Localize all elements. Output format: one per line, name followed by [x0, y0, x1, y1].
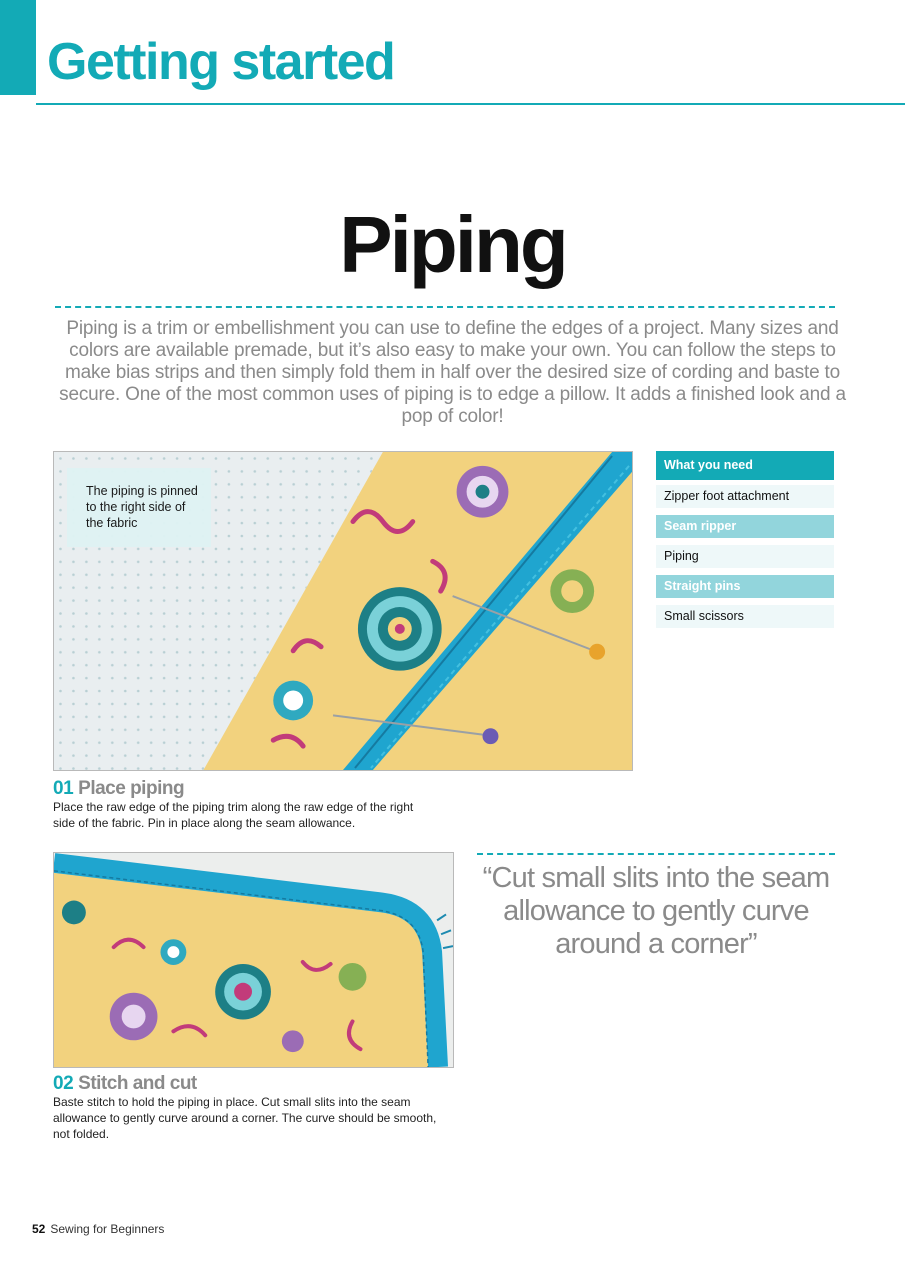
header-rule — [36, 103, 905, 105]
step2-number: 02 — [53, 1073, 74, 1094]
pull-quote: “Cut small slits into the seam allowance to gently curve around a corner” — [482, 862, 830, 960]
quote-divider — [477, 853, 835, 855]
page-number: 52 — [32, 1222, 46, 1236]
step2-photo — [53, 852, 454, 1068]
step1-text: Place the raw edge of the piping trim along the raw edge of the right side of the fabric. Pin in place along the seam allowance. — [53, 800, 414, 830]
step2-heading — [53, 1073, 197, 1095]
step1-title: Place piping — [78, 778, 185, 799]
article-title: Piping — [339, 200, 566, 289]
need-item: Piping — [656, 545, 834, 568]
need-item: Straight pins — [656, 575, 834, 598]
what-you-need-box — [656, 451, 834, 628]
need-item: Seam ripper — [656, 515, 834, 538]
article-intro: Piping is a trim or embellishment you can use to define the edges of a project. Many sizes and colors are available premade, but it’s also easy to make your own. You can follow the steps to make bias strips and then simply fold them in half over the desired size of cording and baste to secure. One of the most common uses of piping is to edge a pillow. It adds a finished look and a pop of color! — [59, 318, 846, 427]
step1-heading — [53, 778, 184, 800]
stitched-corner-illustration — [54, 853, 453, 1067]
dashed-divider — [55, 306, 835, 308]
flower-motif — [358, 587, 442, 670]
section-tab — [0, 0, 36, 95]
step2-text: Baste stitch to hold the piping in place. Cut small slits into the seam allowance to gently curve around a corner. The curve should be smooth, not folded. — [53, 1095, 437, 1141]
photo-callout: The piping is pinned to the right side of the fabric — [67, 468, 211, 547]
need-item: Small scissors — [656, 605, 834, 628]
need-item: Zipper foot attachment — [656, 485, 834, 508]
section-title: Getting started — [47, 33, 395, 91]
step2-title: Stitch and cut — [78, 1073, 197, 1094]
step1-number: 01 — [53, 778, 74, 799]
what-you-need-heading: What you need — [656, 451, 834, 480]
page-footer — [32, 1222, 164, 1236]
publication-name: Sewing for Beginners — [50, 1222, 165, 1236]
